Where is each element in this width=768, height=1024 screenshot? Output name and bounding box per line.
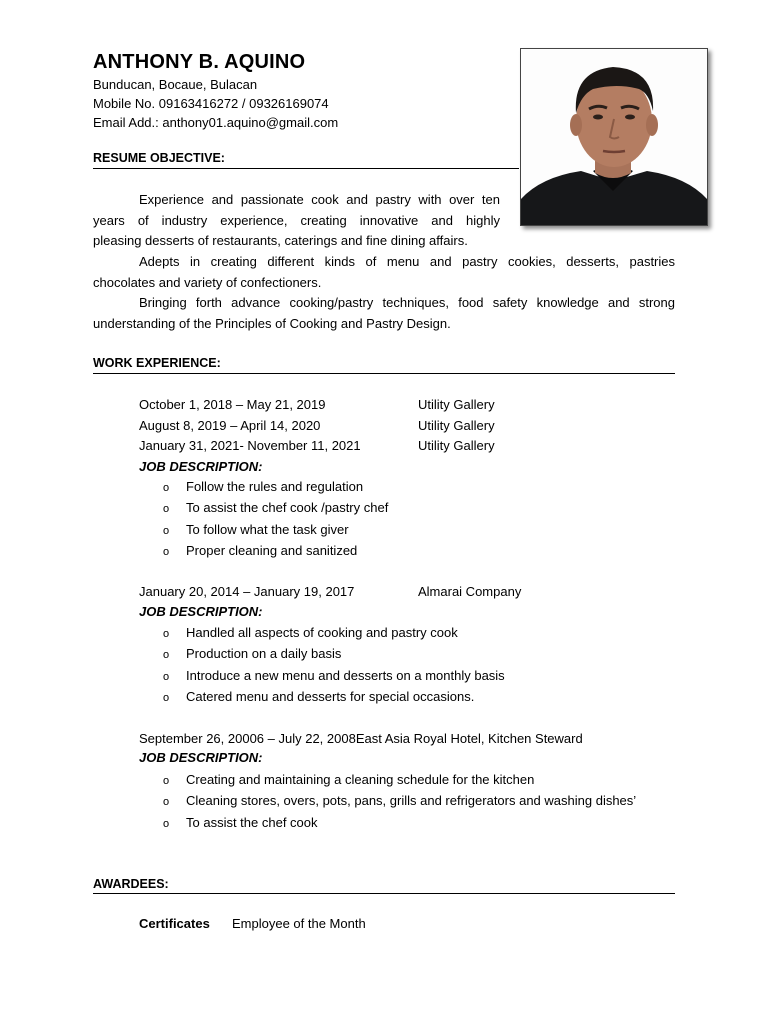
bullet-marker: o [163, 818, 170, 830]
bullet-marker: o [163, 503, 170, 515]
duty-item [163, 500, 388, 515]
objective-p3-line2: understanding of the Principles of Cooking and Pastry Design. [93, 315, 451, 331]
job-date: January 20, 2014 – January 19, 2017 [139, 584, 355, 599]
job-company: Almarai Company [418, 584, 522, 599]
duty-item [163, 646, 341, 661]
job-company: Utility Gallery [418, 397, 495, 412]
objective-p2-line1: Adepts in creating different kinds of menu and pastry cookies, desserts, pastries [139, 254, 675, 269]
bullet-marker: o [163, 628, 170, 640]
job-description-label: JOB DESCRIPTION: [139, 459, 263, 474]
job-description-label: JOB DESCRIPTION: [139, 750, 263, 765]
address: Bunducan, Bocaue, Bulacan [93, 77, 258, 92]
duty-text: Production on a daily basis [186, 646, 342, 661]
work-experience-heading: WORK EXPERIENCE: [93, 356, 221, 370]
job-date: August 8, 2019 – April 14, 2020 [139, 418, 321, 433]
mobile-number: Mobile No. 09163416272 / 09326169074 [93, 96, 329, 111]
job-description-label: JOB DESCRIPTION: [139, 604, 263, 619]
duty-text: Creating and maintaining a cleaning schedule for the kitchen [186, 772, 535, 787]
objective-p2-line2: chocolates and variety of confectioners. [93, 274, 322, 290]
duty-item [163, 793, 636, 808]
job-company: Utility Gallery [418, 418, 495, 433]
bullet-marker: o [163, 546, 170, 558]
job-company: Utility Gallery [418, 438, 495, 453]
bullet-marker: o [163, 692, 170, 704]
duty-text: Proper cleaning and sanitized [186, 543, 358, 558]
email-address: Email Add.: anthony01.aquino@gmail.com [93, 115, 339, 130]
bullet-marker: o [163, 482, 170, 494]
duty-text: Introduce a new menu and desserts on a monthly basis [186, 668, 505, 683]
duty-item [163, 668, 505, 683]
objective-paragraph-3 [93, 293, 675, 334]
duty-text: Handled all aspects of cooking and pastry cook [186, 625, 458, 640]
duty-item [163, 479, 363, 494]
objective-heading: RESUME OBJECTIVE: [93, 151, 225, 165]
objective-p1-line3: pleasing desserts of restaurants, caterings and fine dining affairs. [93, 233, 468, 248]
bullet-marker: o [163, 796, 170, 808]
duty-text: Follow the rules and regulation [186, 479, 364, 494]
duty-text: Cleaning stores, overs, pots, pans, grills and refrigerators and washing dishes’ [186, 793, 637, 808]
objective-p1-line2: years of industry experience, creating innovative and highly [93, 212, 500, 228]
duty-item [163, 625, 458, 640]
awards-divider [93, 893, 675, 894]
duty-item [163, 543, 357, 558]
job-date-and-company: September 26, 20006 – July 22, 2008East Asia Royal Hotel, Kitchen Steward [139, 731, 583, 746]
job-date: October 1, 2018 – May 21, 2019 [139, 397, 326, 412]
bullet-marker: o [163, 525, 170, 537]
duty-text: To follow what the task giver [186, 522, 349, 537]
duty-text: To assist the chef cook /pastry chef [186, 500, 389, 515]
work-experience-divider [93, 373, 675, 374]
objective-p1-line1: Experience and passionate cook and pastry with over ten [139, 192, 500, 207]
job-date: January 31, 2021- November 11, 2021 [139, 438, 361, 453]
duty-text: Catered menu and desserts for special occasions. [186, 689, 475, 704]
certificates-label: Certificates [139, 916, 210, 931]
objective-paragraph-2 [93, 252, 675, 293]
objective-paragraph-1 [93, 190, 500, 252]
award-item: Employee of the Month [232, 916, 366, 931]
duty-item [163, 522, 349, 537]
objective-divider [93, 168, 519, 169]
objective-p3-line1: Bringing forth advance cooking/pastry techniques, food safety knowledge and strong [139, 295, 675, 310]
duty-item [163, 772, 534, 787]
duty-item [163, 689, 474, 704]
bullet-marker: o [163, 649, 170, 661]
duty-item [163, 815, 318, 830]
portrait-image [521, 49, 707, 225]
profile-photo [520, 48, 708, 226]
awards-heading: AWARDEES: [93, 877, 169, 891]
bullet-marker: o [163, 775, 170, 787]
candidate-name: ANTHONY B. AQUINO [93, 51, 306, 73]
bullet-marker: o [163, 671, 170, 683]
duty-text: To assist the chef cook [186, 815, 318, 830]
